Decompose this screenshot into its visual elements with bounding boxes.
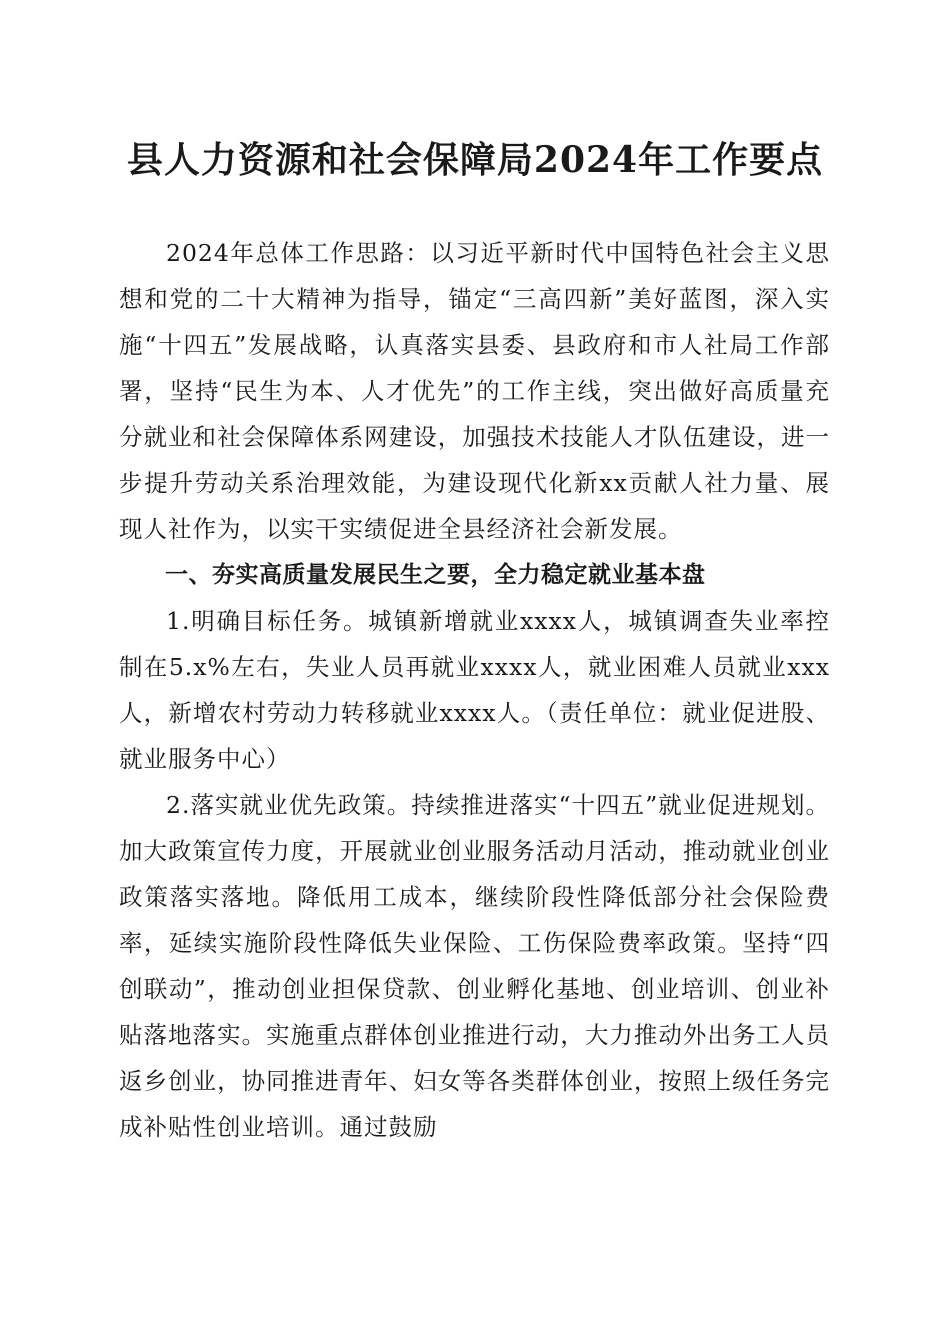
item-paragraph-1: 1.明确目标任务。城镇新增就业xxxx人，城镇调查失业率控制在5.x%左右，失业人员再就业xxxx人，就业困难人员就业xxx人，新增农村劳动力转移就业xxxx人。（责任单位：就业促进股、就业服务中心） bbox=[119, 607, 830, 773]
document-title: 县人力资源和社会保障局2024年工作要点 bbox=[126, 139, 824, 181]
section-heading-1: 一、夯实高质量发展民生之要，全力稳定就业基本盘 bbox=[165, 562, 706, 588]
intro-paragraph: 2024年总体工作思路：以习近平新时代中国特色社会主义思想和党的二十大精神为指导，锚定“三高四新”美好蓝图，深入实施“十四五”发展战略，认真落实县委、县政府和市人社局工作部署，坚持“民生为本、人才优先”的工作主线，突出做好高质量充分就业和社会保障体系网建设，加强技术技能人才队伍建设，进一步提升劳动关系治理效能，为建设现代化新xx贡献人社力量、展现人社作为，以实干实绩促进全县经济社会新发展。 bbox=[119, 239, 830, 543]
document-body bbox=[119, 230, 830, 1150]
item-paragraph-2: 2.落实就业优先政策。持续推进落实“十四五”就业促进规划。加大政策宣传力度，开展就业创业服务活动月活动，推动就业创业政策落实落地。降低用工成本，继续阶段性降低部分社会保险费率，延续实施阶段性降低失业保险、工伤保险费率政策。坚持“四创联动”，推动创业担保贷款、创业孵化基地、创业培训、创业补贴落地落实。实施重点群体创业推进行动，大力推动外出务工人员返乡创业，协同推进青年、妇女等各类群体创业，按照上级任务完成补贴性创业培训。通过鼓励 bbox=[119, 791, 830, 1141]
